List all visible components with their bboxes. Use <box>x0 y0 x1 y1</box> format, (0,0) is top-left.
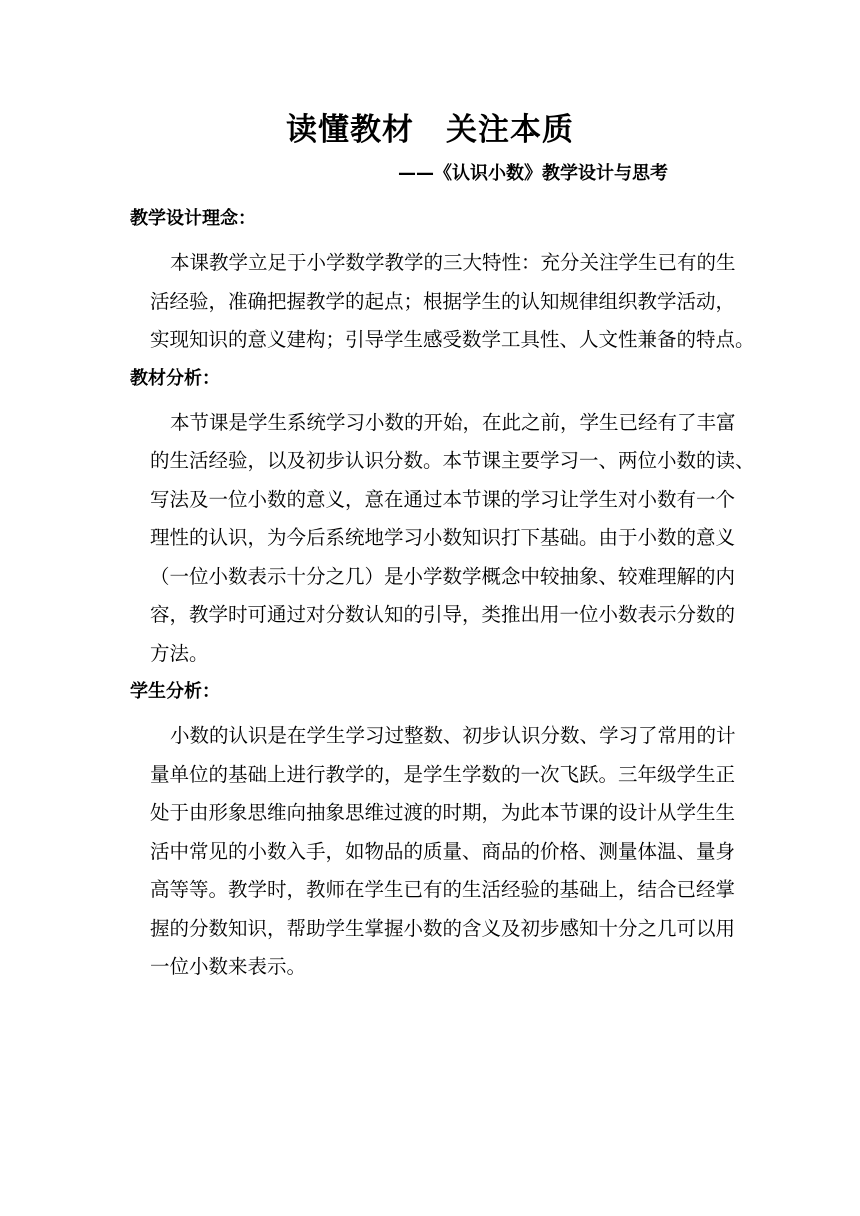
section-paragraph-student-analysis <box>130 717 736 987</box>
document-body <box>130 200 755 987</box>
paragraph-line: 本节课是学生系统学习小数的开始，在此之前，学生已经有了丰富 <box>170 410 736 434</box>
paragraph-line: 本课教学立足于小学数学教学的三大特性：充分关注学生已有的生 <box>170 251 736 274</box>
paragraph-line: 活中常见的小数入手，如物品的质量、商品的价格、测量体温、量身 <box>150 839 736 863</box>
paragraph-line: 小数的认识是在学生学习过整数、初步认识分数、学习了常用的计 <box>170 724 736 747</box>
document-subtitle: ——《认识小数》教学设计与思考 <box>398 163 668 184</box>
section-heading-student-analysis: 学生分析： <box>130 681 220 702</box>
paragraph-line: 处于由形象思维向抽象思维过渡的时期，为此本节课的设计从学生生 <box>150 801 736 824</box>
paragraph-line: 实现知识的意义建构；引导学生感受数学工具性、人文性兼备的特点。 <box>150 328 755 351</box>
paragraph-line: 方法。 <box>150 641 209 665</box>
paragraph-line: 理性的认识，为今后系统地学习小数知识打下基础。由于小数的意义 <box>150 526 736 549</box>
paragraph-line: 活经验，准确把握教学的起点；根据学生的认知规律组织教学活动， <box>150 289 736 313</box>
section-paragraph-textbook-analysis <box>130 404 755 674</box>
paragraph-line: 一位小数来表示。 <box>150 955 307 978</box>
paragraph-line: 容，教学时可通过对分数认知的引导，类推出用一位小数表示分数的 <box>150 603 736 626</box>
section-paragraph-design-concept <box>130 244 755 360</box>
paragraph-line: 的生活经验，以及初步认识分数。本节课主要学习一、两位小数的读、 <box>150 449 755 472</box>
section-heading-textbook-analysis: 教材分析： <box>130 367 220 389</box>
paragraph-line: 量单位的基础上进行教学的，是学生学数的一次飞跃。三年级学生正 <box>150 762 736 786</box>
paragraph-line: （一位小数表示十分之几）是小学数学概念中较抽象、较难理解的内 <box>150 564 736 588</box>
paragraph-line: 写法及一位小数的意义，意在通过本节课的学习让学生对小数有一个 <box>150 487 736 511</box>
section-heading-design-concept: 教学设计理念： <box>130 208 256 229</box>
paragraph-line: 高等等。教学时，教师在学生已有的生活经验的基础上，结合已经掌 <box>150 878 736 901</box>
document-title: 读懂教材 关注本质 <box>286 112 574 148</box>
paragraph-line: 握的分数知识，帮助学生掌握小数的含义及初步感知十分之几可以用 <box>150 916 736 940</box>
